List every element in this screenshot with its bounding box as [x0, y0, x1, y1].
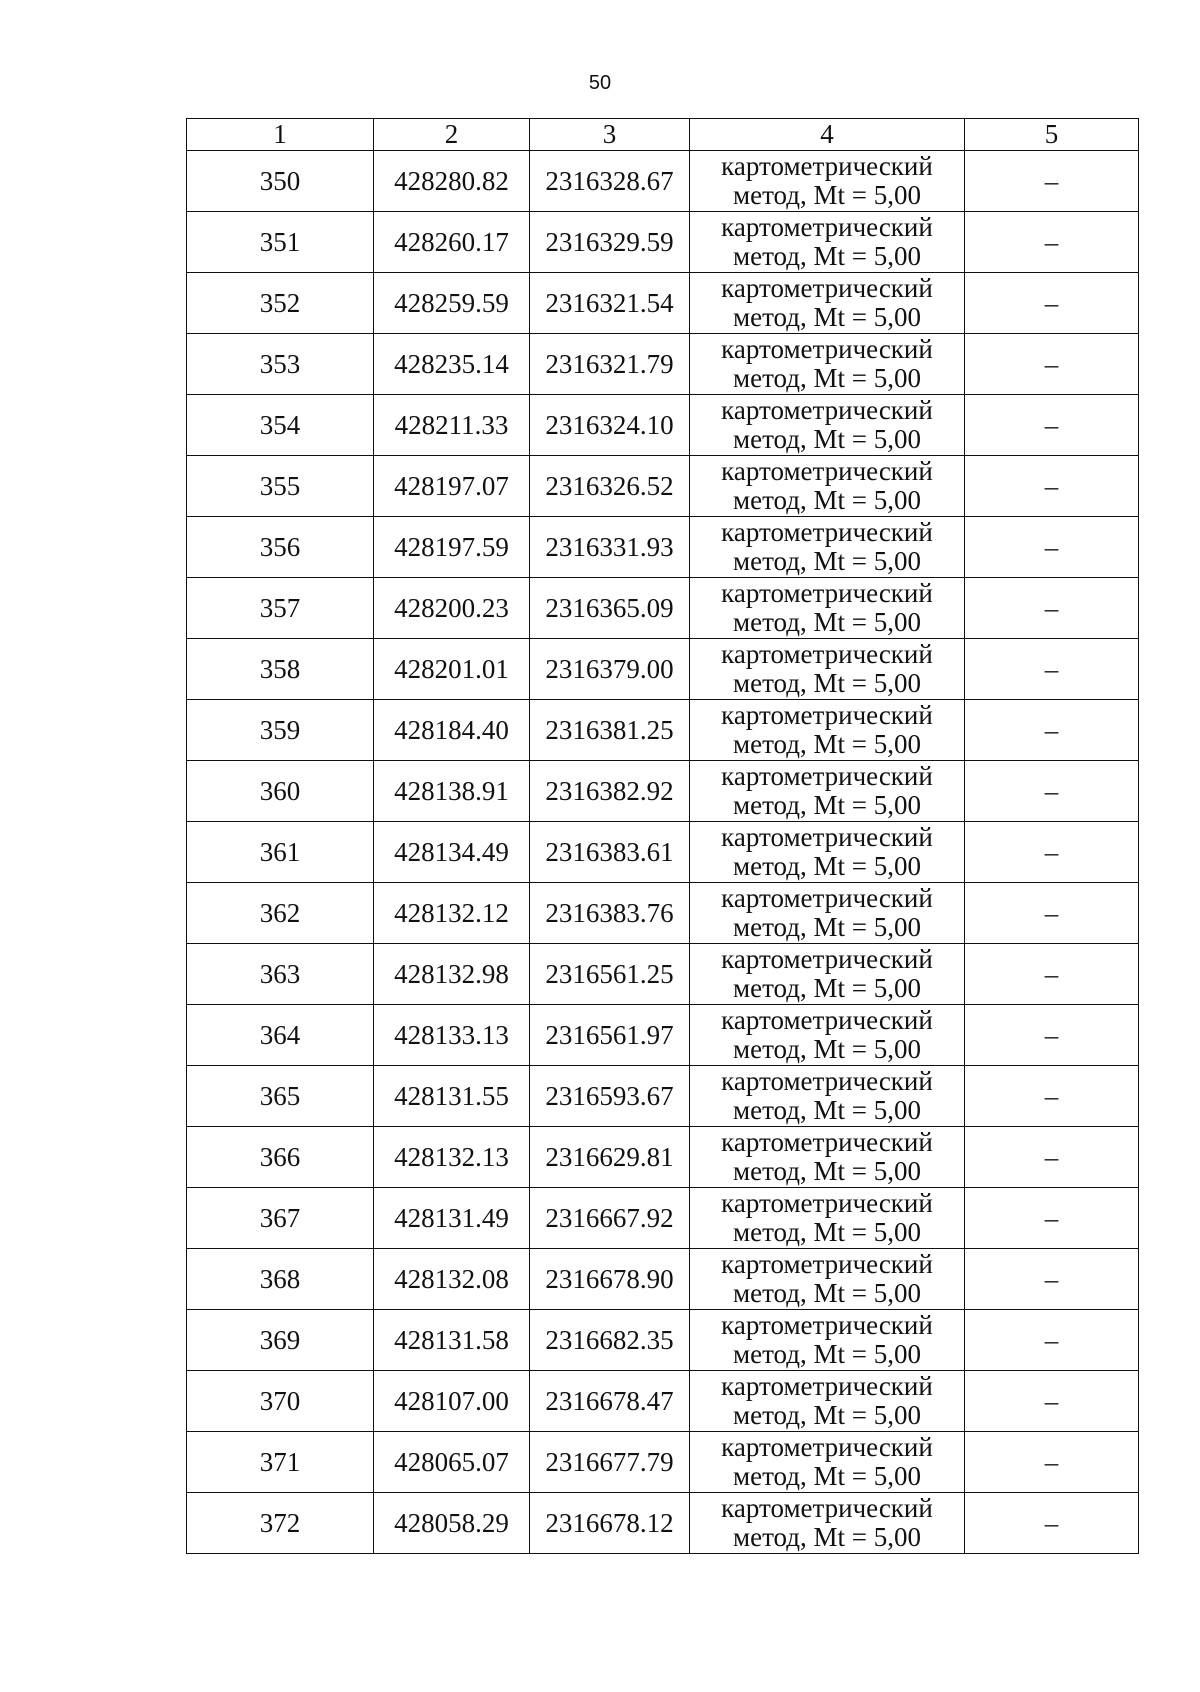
note-cell: –	[965, 334, 1139, 395]
table-row	[187, 1249, 1139, 1310]
note-cell: –	[965, 1127, 1139, 1188]
method-line-2: метод, Mt = 5,00	[733, 1095, 921, 1125]
method-line-1: картометрический	[721, 700, 933, 730]
method-line-1: картометрический	[721, 883, 933, 913]
y-coordinate-cell: 2316379.00	[530, 639, 690, 700]
method-line-1: картометрический	[721, 1188, 933, 1218]
point-number-cell: 366	[187, 1127, 374, 1188]
note-cell: –	[965, 273, 1139, 334]
method-cell	[690, 456, 965, 517]
x-coordinate-cell: 428138.91	[374, 761, 530, 822]
note-cell: –	[965, 639, 1139, 700]
y-coordinate-cell: 2316593.67	[530, 1066, 690, 1127]
method-line-1: картометрический	[721, 578, 933, 608]
method-cell	[690, 639, 965, 700]
y-coordinate-cell: 2316678.90	[530, 1249, 690, 1310]
point-number-cell: 362	[187, 883, 374, 944]
x-coordinate-cell: 428235.14	[374, 334, 530, 395]
y-coordinate-cell: 2316321.79	[530, 334, 690, 395]
method-line-1: картометрический	[721, 456, 933, 486]
table-row	[187, 1493, 1139, 1554]
note-cell: –	[965, 1066, 1139, 1127]
method-line-2: метод, Mt = 5,00	[733, 1034, 921, 1064]
note-cell: –	[965, 883, 1139, 944]
point-number-cell: 363	[187, 944, 374, 1005]
method-line-2: метод, Mt = 5,00	[733, 973, 921, 1003]
y-coordinate-cell: 2316561.97	[530, 1005, 690, 1066]
method-line-1: картометрический	[721, 761, 933, 791]
method-line-1: картометрический	[721, 212, 933, 242]
y-coordinate-cell: 2316324.10	[530, 395, 690, 456]
method-line-1: картометрический	[721, 1066, 933, 1096]
method-line-2: метод, Mt = 5,00	[733, 1278, 921, 1308]
method-cell	[690, 1249, 965, 1310]
point-number-cell: 359	[187, 700, 374, 761]
point-number-cell: 367	[187, 1188, 374, 1249]
note-cell: –	[965, 944, 1139, 1005]
note-cell: –	[965, 700, 1139, 761]
column-header-1: 1	[187, 119, 374, 151]
x-coordinate-cell: 428197.07	[374, 456, 530, 517]
note-cell: –	[965, 1188, 1139, 1249]
note-cell: –	[965, 151, 1139, 212]
table-row	[187, 456, 1139, 517]
method-cell	[690, 1493, 965, 1554]
note-cell: –	[965, 1432, 1139, 1493]
point-number-cell: 364	[187, 1005, 374, 1066]
column-header-2: 2	[374, 119, 530, 151]
point-number-cell: 356	[187, 517, 374, 578]
point-number-cell: 369	[187, 1310, 374, 1371]
method-cell	[690, 334, 965, 395]
y-coordinate-cell: 2316678.12	[530, 1493, 690, 1554]
x-coordinate-cell: 428131.49	[374, 1188, 530, 1249]
x-coordinate-cell: 428280.82	[374, 151, 530, 212]
note-cell: –	[965, 822, 1139, 883]
table-row	[187, 1005, 1139, 1066]
y-coordinate-cell: 2316629.81	[530, 1127, 690, 1188]
table-header-row	[187, 119, 1139, 151]
y-coordinate-cell: 2316382.92	[530, 761, 690, 822]
x-coordinate-cell: 428131.55	[374, 1066, 530, 1127]
table-row	[187, 883, 1139, 944]
method-line-2: метод, Mt = 5,00	[733, 1156, 921, 1186]
method-line-1: картометрический	[721, 395, 933, 425]
y-coordinate-cell: 2316678.47	[530, 1371, 690, 1432]
table-row	[187, 578, 1139, 639]
point-number-cell: 357	[187, 578, 374, 639]
x-coordinate-cell: 428260.17	[374, 212, 530, 273]
table-row	[187, 700, 1139, 761]
note-cell: –	[965, 212, 1139, 273]
y-coordinate-cell: 2316381.25	[530, 700, 690, 761]
table-row	[187, 1310, 1139, 1371]
x-coordinate-cell: 428132.08	[374, 1249, 530, 1310]
method-cell	[690, 1371, 965, 1432]
table-row	[187, 334, 1139, 395]
point-number-cell: 354	[187, 395, 374, 456]
method-line-1: картометрический	[721, 639, 933, 669]
method-cell	[690, 761, 965, 822]
x-coordinate-cell: 428211.33	[374, 395, 530, 456]
x-coordinate-cell: 428131.58	[374, 1310, 530, 1371]
point-number-cell: 352	[187, 273, 374, 334]
x-coordinate-cell: 428134.49	[374, 822, 530, 883]
y-coordinate-cell: 2316677.79	[530, 1432, 690, 1493]
method-line-1: картометрический	[721, 944, 933, 974]
x-coordinate-cell: 428133.13	[374, 1005, 530, 1066]
table-row	[187, 273, 1139, 334]
x-coordinate-cell: 428200.23	[374, 578, 530, 639]
method-line-1: картометрический	[721, 1371, 933, 1401]
note-cell: –	[965, 456, 1139, 517]
method-line-2: метод, Mt = 5,00	[733, 729, 921, 759]
method-cell	[690, 1127, 965, 1188]
point-number-cell: 365	[187, 1066, 374, 1127]
note-cell: –	[965, 1371, 1139, 1432]
method-line-2: метод, Mt = 5,00	[733, 546, 921, 576]
method-line-1: картометрический	[721, 822, 933, 852]
method-cell	[690, 1432, 965, 1493]
x-coordinate-cell: 428132.12	[374, 883, 530, 944]
method-line-2: метод, Mt = 5,00	[733, 363, 921, 393]
method-cell	[690, 395, 965, 456]
method-line-2: метод, Mt = 5,00	[733, 1217, 921, 1247]
point-number-cell: 353	[187, 334, 374, 395]
method-line-2: метод, Mt = 5,00	[733, 607, 921, 637]
method-line-1: картометрический	[721, 1432, 933, 1462]
method-line-2: метод, Mt = 5,00	[733, 180, 921, 210]
method-cell	[690, 212, 965, 273]
point-number-cell: 371	[187, 1432, 374, 1493]
coordinates-table	[186, 118, 1139, 1554]
note-cell: –	[965, 578, 1139, 639]
point-number-cell: 355	[187, 456, 374, 517]
y-coordinate-cell: 2316383.76	[530, 883, 690, 944]
method-line-2: метод, Mt = 5,00	[733, 1461, 921, 1491]
table-row	[187, 1066, 1139, 1127]
point-number-cell: 358	[187, 639, 374, 700]
table-row	[187, 944, 1139, 1005]
table-row	[187, 517, 1139, 578]
x-coordinate-cell: 428065.07	[374, 1432, 530, 1493]
x-coordinate-cell: 428132.98	[374, 944, 530, 1005]
method-line-2: метод, Mt = 5,00	[733, 424, 921, 454]
method-line-1: картометрический	[721, 517, 933, 547]
method-cell	[690, 151, 965, 212]
method-line-2: метод, Mt = 5,00	[733, 1339, 921, 1369]
method-line-1: картометрический	[721, 1310, 933, 1340]
column-header-4: 4	[690, 119, 965, 151]
column-header-3: 3	[530, 119, 690, 151]
method-cell	[690, 273, 965, 334]
table-row	[187, 395, 1139, 456]
point-number-cell: 360	[187, 761, 374, 822]
method-cell	[690, 822, 965, 883]
x-coordinate-cell: 428259.59	[374, 273, 530, 334]
table-row	[187, 1371, 1139, 1432]
method-line-2: метод, Mt = 5,00	[733, 1400, 921, 1430]
note-cell: –	[965, 1310, 1139, 1371]
method-line-1: картометрический	[721, 334, 933, 364]
point-number-cell: 372	[187, 1493, 374, 1554]
method-line-2: метод, Mt = 5,00	[733, 485, 921, 515]
method-line-2: метод, Mt = 5,00	[733, 912, 921, 942]
note-cell: –	[965, 395, 1139, 456]
method-cell	[690, 578, 965, 639]
method-line-1: картометрический	[721, 151, 933, 181]
point-number-cell: 370	[187, 1371, 374, 1432]
y-coordinate-cell: 2316667.92	[530, 1188, 690, 1249]
table-row	[187, 212, 1139, 273]
y-coordinate-cell: 2316326.52	[530, 456, 690, 517]
method-line-1: картометрический	[721, 1127, 933, 1157]
y-coordinate-cell: 2316682.35	[530, 1310, 690, 1371]
method-cell	[690, 1310, 965, 1371]
x-coordinate-cell: 428132.13	[374, 1127, 530, 1188]
note-cell: –	[965, 1005, 1139, 1066]
page-number: 50	[588, 72, 612, 94]
method-cell	[690, 517, 965, 578]
method-cell	[690, 944, 965, 1005]
method-line-2: метод, Mt = 5,00	[733, 241, 921, 271]
y-coordinate-cell: 2316321.54	[530, 273, 690, 334]
method-line-1: картометрический	[721, 1493, 933, 1523]
y-coordinate-cell: 2316561.25	[530, 944, 690, 1005]
x-coordinate-cell: 428201.01	[374, 639, 530, 700]
point-number-cell: 368	[187, 1249, 374, 1310]
y-coordinate-cell: 2316328.67	[530, 151, 690, 212]
table-body	[187, 151, 1139, 1554]
table-row	[187, 761, 1139, 822]
note-cell: –	[965, 517, 1139, 578]
column-header-5: 5	[965, 119, 1139, 151]
y-coordinate-cell: 2316331.93	[530, 517, 690, 578]
table-row	[187, 639, 1139, 700]
method-line-2: метод, Mt = 5,00	[733, 1522, 921, 1552]
x-coordinate-cell: 428107.00	[374, 1371, 530, 1432]
method-line-2: метод, Mt = 5,00	[733, 302, 921, 332]
table-row	[187, 1127, 1139, 1188]
method-line-1: картометрический	[721, 1005, 933, 1035]
x-coordinate-cell: 428058.29	[374, 1493, 530, 1554]
point-number-cell: 361	[187, 822, 374, 883]
note-cell: –	[965, 1249, 1139, 1310]
method-cell	[690, 1005, 965, 1066]
method-cell	[690, 1066, 965, 1127]
table-row	[187, 1432, 1139, 1493]
method-line-2: метод, Mt = 5,00	[733, 668, 921, 698]
method-line-2: метод, Mt = 5,00	[733, 851, 921, 881]
point-number-cell: 351	[187, 212, 374, 273]
method-line-1: картометрический	[721, 273, 933, 303]
table-row	[187, 822, 1139, 883]
y-coordinate-cell: 2316329.59	[530, 212, 690, 273]
x-coordinate-cell: 428184.40	[374, 700, 530, 761]
method-cell	[690, 883, 965, 944]
point-number-cell: 350	[187, 151, 374, 212]
table-row	[187, 1188, 1139, 1249]
method-line-2: метод, Mt = 5,00	[733, 790, 921, 820]
note-cell: –	[965, 761, 1139, 822]
method-cell	[690, 1188, 965, 1249]
y-coordinate-cell: 2316365.09	[530, 578, 690, 639]
method-line-1: картометрический	[721, 1249, 933, 1279]
note-cell: –	[965, 1493, 1139, 1554]
table-row	[187, 151, 1139, 212]
method-cell	[690, 700, 965, 761]
y-coordinate-cell: 2316383.61	[530, 822, 690, 883]
x-coordinate-cell: 428197.59	[374, 517, 530, 578]
